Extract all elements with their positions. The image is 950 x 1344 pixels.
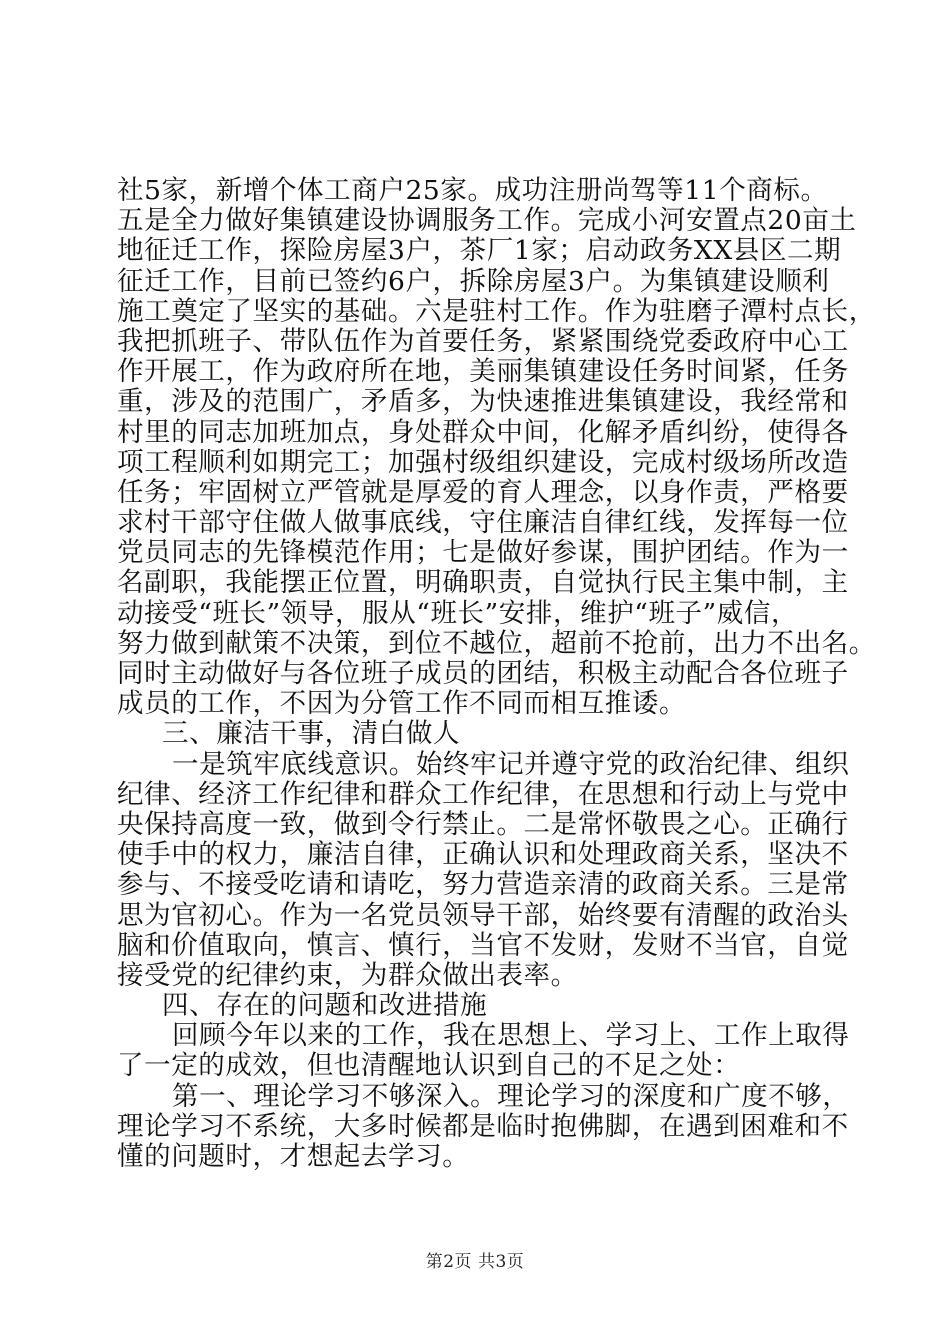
text-line: 项工程顺利如期完工；加强村级组织建设，完成村级场所改造 <box>117 446 849 478</box>
text-line: 使手中的权力，廉洁自律，正确认识和处理政商关系，坚决不 <box>117 839 849 871</box>
text-line: 动接受“班长”领导，服从“班长”安排，维护“班子”威信， <box>117 597 799 629</box>
section-heading: 三、廉洁干事，清白做人 <box>162 718 461 750</box>
text-line: 懂的问题时，才想起去学习。 <box>117 1141 470 1172</box>
text-line: 施工奠定了坚实的基础。六是驻村工作。作为驻磨子潭村点长， <box>117 295 876 327</box>
text-line: 第一、理论学习不够深入。理论学习的深度和广度不够， <box>172 1080 850 1112</box>
text-line: 纪律、经济工作纪律和群众工作纪律，在思想和行动上与党中 <box>117 778 849 810</box>
text-line: 作开展工，作为政府所在地，美丽集镇建设任务时间紧，任务 <box>117 356 849 388</box>
text-line: 了一定的成效，但也清醒地认识到自己的不足之处： <box>117 1050 741 1082</box>
text-line: 理论学习不系统，大多时候都是临时抱佛脚，在遇到困难和不 <box>117 1110 849 1142</box>
text-line: 名副职，我能摆正位置，明确职责，自觉执行民主集中制，主 <box>117 567 849 599</box>
text-line: 成员的工作，不因为分管工作不同而相互推诿。 <box>117 688 687 720</box>
text-line: 地征迁工作，探险房屋3户，茶厂1家；启动政务XX县区二期 <box>117 235 842 267</box>
text-line: 接受党的纪律约束，为群众做出表率。 <box>117 959 578 991</box>
text-line: 同时主动做好与各位班子成员的团结，积极主动配合各位班子 <box>117 658 849 689</box>
text-line: 重，涉及的范围广，矛盾多，为快速推进集镇建设，我经常和 <box>117 386 849 418</box>
text-line: 脑和价值取向，慎言、慎行，当官不发财，发财不当官，自觉 <box>117 929 849 961</box>
page-footer: 第2页 共3页 <box>425 1252 525 1272</box>
text-line: 社5家，新增个体工商户25家。成功注册尚驾等11个商标。 <box>117 175 828 206</box>
text-line: 努力做到献策不决策，到位不越位，超前不抢前，出力不出名。 <box>117 627 876 659</box>
text-line: 我把抓班子、带队伍作为首要任务，紧紧围绕党委政府中心工 <box>117 325 849 357</box>
text-line: 思为官初心。作为一名党员领导干部，始终要有清醒的政治头 <box>117 899 849 931</box>
text-line: 任务；牢固树立严管就是厚爱的育人理念，以身作责，严格要 <box>117 476 849 508</box>
text-line: 参与、不接受吃请和请吃，努力营造亲清的政商关系。三是常 <box>117 869 849 901</box>
text-line: 央保持高度一致，做到令行禁止。二是常怀敬畏之心。正确行 <box>117 808 849 840</box>
text-line: 五是全力做好集镇建设协调服务工作。完成小河安置点20亩土 <box>117 205 857 237</box>
document-body <box>117 175 876 1172</box>
text-line: 征迁工作，目前已签约6户，拆除房屋3户。为集镇建设顺利 <box>117 265 830 297</box>
text-line: 党员同志的先锋模范作用；七是做好参谋，围护团结。作为一 <box>117 537 849 569</box>
text-line: 一是筑牢底线意识。始终牢记并遵守党的政治纪律、组织 <box>172 748 850 780</box>
section-heading: 四、存在的问题和改进措施 <box>162 990 488 1022</box>
text-line: 求村干部守住做人做事底线，守住廉洁自律红线，发挥每一位 <box>117 507 849 539</box>
text-line: 回顾今年以来的工作，我在思想上、学习上、工作上取得 <box>172 1020 850 1052</box>
text-line: 村里的同志加班加点，身处群众中间，化解矛盾纠纷，使得各 <box>117 416 849 448</box>
